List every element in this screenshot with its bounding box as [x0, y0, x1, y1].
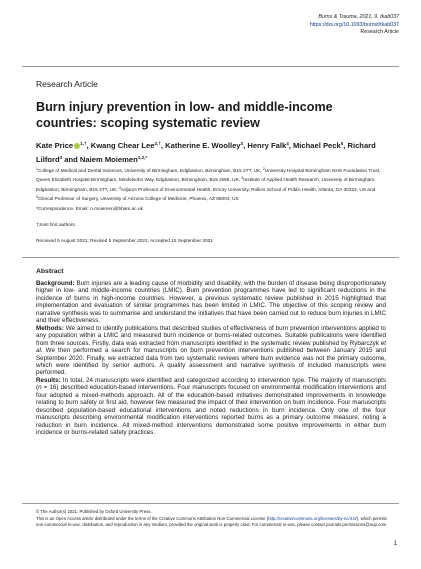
page-number: 1 [393, 541, 397, 547]
abstract-methods [36, 325, 386, 377]
journal-doi-link[interactable]: https://doi.org/10.1093/burnst/tkab037 [309, 21, 399, 28]
footer-rule [22, 503, 399, 504]
journal-name: Burns & Trauma, 2021, 9, tkab037 [318, 14, 399, 20]
author-sup: 3 [59, 154, 63, 160]
methods-etal: et al. [36, 339, 386, 355]
affiliation-sup: 3 [241, 176, 244, 181]
abstract-rule [22, 257, 399, 258]
affiliation-sup: 4 [118, 185, 121, 190]
affiliations [36, 166, 388, 203]
author-sup: 1,2,* [137, 154, 148, 160]
author-item [36, 141, 87, 150]
author-name: Kwang Chear Lee [90, 141, 155, 150]
abstract-body [36, 280, 386, 437]
affiliation-sup: 1 [36, 167, 38, 171]
author-name: Kate Price [36, 141, 74, 150]
affiliation-text: Institute of Applied Health Research, University of Birmingham, Edgbaston, Birmingham, B15 2TT, UK, [36, 178, 376, 193]
journal-info [310, 14, 399, 37]
affiliation-sup: 5 [36, 195, 38, 200]
license-footer [36, 509, 388, 529]
methods-text: We aimed to identify publications that described studies of effectiveness of burn prevention interventions applied to any population within a LMIC and measured burn incidence or burns-related outcomes. Suitable publications were identified from three sources. Firstly, data was extracted from manuscripts identified in the systematic review published by Rybarczyk [36, 324, 386, 347]
results-text: In total, 24 manuscripts were identified and categorized according to intervention type. The majority of manuscripts ( [36, 376, 386, 392]
abstract-results [36, 377, 386, 437]
article-type: Research Article [36, 79, 98, 89]
journal-section: Research Article [360, 29, 399, 36]
author-item [91, 141, 161, 150]
orcid-icon[interactable] [74, 143, 80, 149]
license-text [36, 516, 388, 529]
results-n: n [38, 384, 42, 392]
author-name: Katherine E. Woolley [165, 141, 241, 150]
license-post: ), which permits non-commercial re-use, distribution, and reproduction in any medium, provided the original work is properly cited. For commercial re-use, please contact journals.permissions@oup.com [36, 515, 387, 528]
author-item [165, 141, 243, 150]
author-list: Kate Price $^{1,\dagger}$, Kwang Chear Lee$^{2,\dagger}$, Katherine E. Woolley$^3$, Henry Falk$^4$, Michael Peck$^5$, Richard Lilford$^3$ and Naiem Moiemen$^{1,2,*}$ [36, 141, 376, 164]
affiliation-text: University Hospital Birmingham NHS Foundation Trust, Queen Elizabeth Hospital Birmingham, Mindelsohn Way, Edgbaston, Birmingham, B15 2WB, UK, [36, 169, 381, 184]
author-sup: 2,† [154, 141, 161, 146]
copyright: © The Author(s) 2021. Published by Oxford University Press. [36, 509, 152, 514]
author-sup: 4 [286, 141, 289, 146]
background-label: Background: [36, 280, 75, 287]
affiliation-text: Clinical Professor of Surgery, University of Arizona College of Medicine, Phoenix, AZ 85004, US [37, 197, 239, 203]
license-pre: This is an Open Access article distributed under the terms of the Creative Commons Attribution Non-Commercial License ( [36, 515, 269, 521]
joint-authors-note: †Joint first authors. [36, 223, 77, 228]
author-name: Michael Peck [292, 141, 341, 150]
header-rule [22, 66, 399, 67]
author-name: Richard Lilford [36, 141, 376, 164]
background-text: Burn injuries are a leading cause of morbidity and disability, with the burden of disease being disproportionately higher in low- and middle-income countries (LMIC). Burn prevention programmes have led to significant reductions in the incidence of burns in high-income countries. However, a previous systematic review published in 2015 highlighted that implementation and evaluation of similar programmes has been limited in LMIC. The objective of this scoping review and narrative synthesis was to summarise and understand the initiatives that have been carried out to reduce burn injuries in LMIC and their effectiveness. [36, 280, 386, 325]
author-item [293, 141, 343, 150]
article-dates: Received 5 August 2021; Revised 5 September 2021; Accepted 15 September 2021 [36, 239, 213, 244]
abstract-background [36, 280, 386, 325]
license-link[interactable]: http://creativecommons.org/licenses/by-nc/4.0/ [268, 515, 357, 521]
methods-label: Methods: [36, 324, 64, 332]
author-item [80, 155, 147, 164]
results-text-cont: = 16) described education-based interventions. Four manuscripts focused on environmental modification interventions and four adopted a mixed-methods approach. All of the education-based initiatives demonstrated improvements in knowledge relating to burn safety or first aid, however few measured the impact of their intervention on burn incidence. Four manuscripts described population-based educational interventions and noted reductions in burn incidence. Only one of the four manuscripts describing environmental modification interventions reported burns as a primary outcome measure, noting a reduction in burn incidence. All mixed-method interventions demonstrated some positive improvements in either burn incidence or burns-related safety practices. [36, 384, 386, 437]
author-sup: 1,† [80, 141, 87, 146]
results-label: Results: [36, 376, 61, 384]
abstract-heading: Abstract [36, 268, 64, 275]
correspondence: *Correspondence. Email: n.moiemen@bham.ac.uk [36, 207, 143, 212]
article-title: Burn injury prevention in low- and middle-income countries: scoping systematic review [36, 100, 333, 130]
author-item [247, 141, 288, 150]
methods-text-cont: We then performed a search for manuscripts on burn prevention interventions published between January 2015 and September 2020. Finally, we extracted data from two systematic reviews where burn evidence was not the primary outcome, which were identified by senior authors. A quality assessment and narrative synthesis of included manuscripts were performed. [36, 347, 386, 377]
author-sup: 5 [340, 141, 344, 146]
author-name: Naiem Moiemen [79, 154, 138, 164]
author-sup: 3 [240, 141, 244, 146]
affiliation-text: Adjunct Professor of Environmental Health, Emory University, Rollins School of Public Health, Atlanta, GA 30322, US and [120, 187, 376, 193]
author-name: Henry Falk [247, 141, 287, 150]
affiliation-text: College of Medical and Dental Sciences, University of Birmingham, Edgbaston, Birmingham, B15 2TT, UK, [37, 169, 263, 174]
affiliation-sup: 2 [262, 167, 265, 171]
